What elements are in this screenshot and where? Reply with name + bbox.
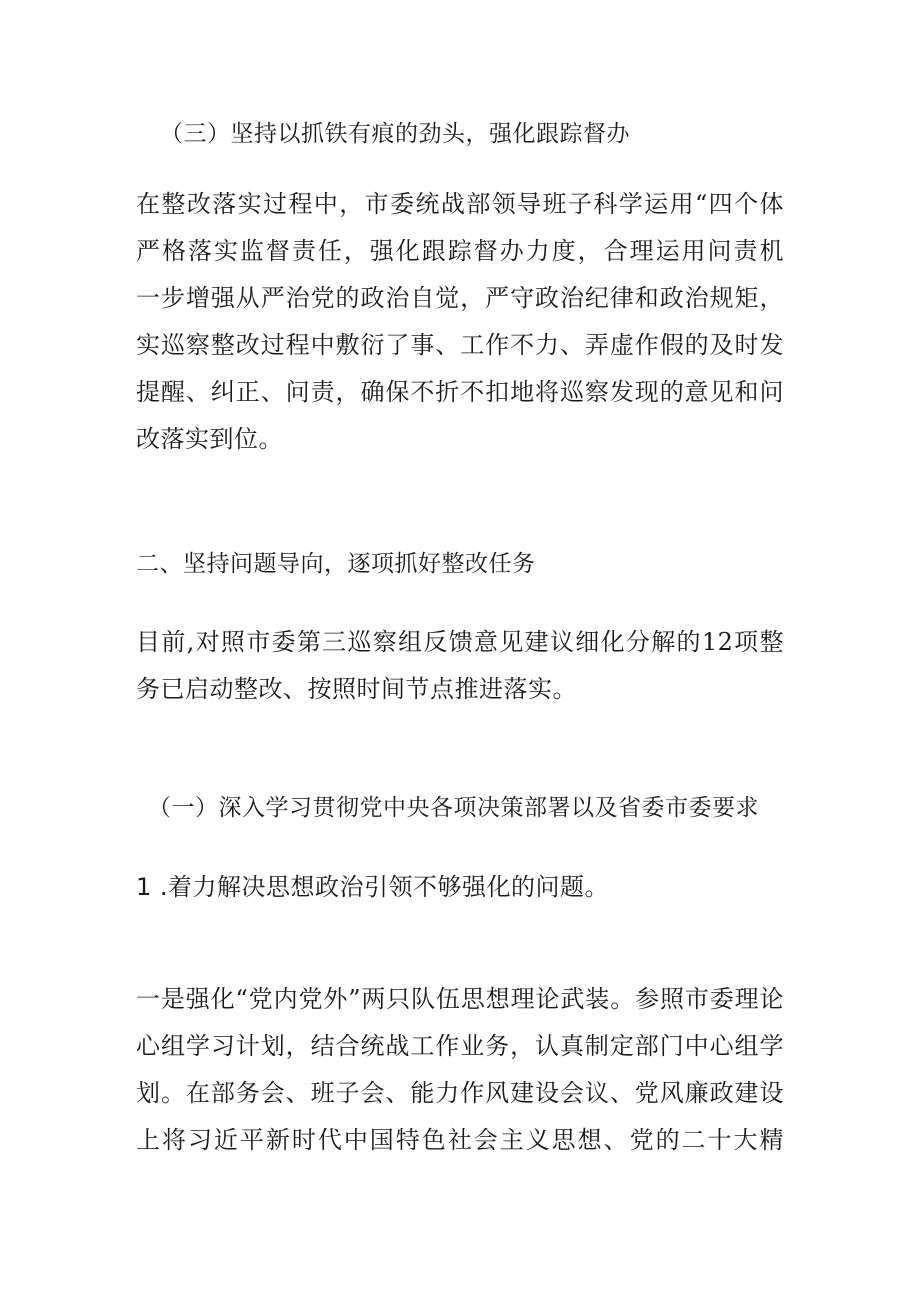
paragraph-line: 划。在部务会、班子会、能力作风建设会议、党风廉政建设 [136,1079,784,1107]
paragraph-line: 改落实到位。 [136,425,283,453]
paragraph-line: 提醒、纠正、问责，确保不折不扣地将巡察发现的意见和问 [136,378,784,406]
paragraph-line: 务已启动整改、按照时间节点推进落实。 [136,675,577,703]
item-1-heading: 1 .着力解决思想政治引领不够强化的问题。 [136,873,610,901]
section-1-heading: （一）深入学习贯彻党中央各项决策部署以及省委市委要求 [148,795,759,821]
section-3-heading: （三）坚持以抓铁有痕的劲头，强化跟踪督办 [160,121,630,147]
paragraph-line: 一是强化“党内党外”两只队伍思想理论武装。参照市委理论 [136,985,784,1013]
paragraph-line: 实巡察整改过程中敷衍了事、工作不力、弄虚作假的及时发 [136,331,784,359]
part-2-heading: 二、坚持问题导向，逐项抓好整改任务 [136,551,536,577]
paragraph-line: 心组学习计划，结合统战工作业务，认真制定部门中心组学 [136,1032,784,1060]
paragraph-line: 严格落实监督责任，强化跟踪督办力度，合理运用问责机 [136,237,784,265]
paragraph-line: 上将习近平新时代中国特色社会主义思想、党的二十大精 [136,1126,784,1154]
paragraph-line: 目前,对照市委第三巡察组反馈意见建议细化分解的12项整 [136,628,784,656]
paragraph-line: 在整改落实过程中，市委统战部领导班子科学运用“四个体 [136,190,784,218]
paragraph-line: 一步增强从严治党的政治自觉，严守政治纪律和政治规矩， [136,284,784,312]
